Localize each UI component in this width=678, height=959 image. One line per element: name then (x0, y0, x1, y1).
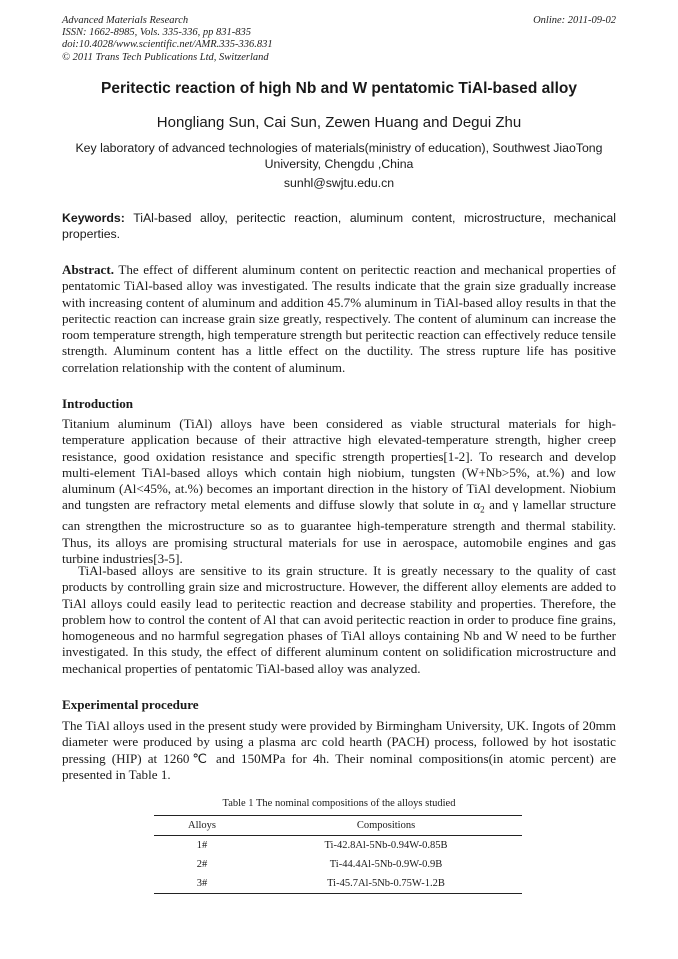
introduction-paragraph-2: TiAl-based alloys are sensitive to its grain structure. It is greatly necessary to the quality of cast products by controlling grain size and microstructure. However, the different alloy elements are added to TiAl alloys could easily lead to peritectic reaction and decrease stability and properties. Therefore, the problem how to control the content of Al that can avoid peritectic reaction in order to produce fine grains, homogeneous and no harmful segregation phases of TiAl alloys containing Nb and W need to be further investigated. In this study, the effect of different aluminum content on solidification microstructure and mechanical properties of pentatomic TiAl-based alloy was analyzed. (62, 563, 616, 676)
paper-title: Peritectic reaction of high Nb and W pentatomic TiAl-based alloy (101, 80, 577, 97)
online-date: Online: 2011-09-02 (533, 15, 616, 26)
abstract-text: The effect of different aluminum content on peritectic reaction and mechanical properties of pentatomic TiAl-based alloy was investigated. The results indicate that the grain size gradually increase with increasing content of aluminum and addition 45.7% aluminum in TiAl-based alloy results in that the peritectic reaction can increase grain size greatly, respectively. The content of aluminum can increase the room temperature strength, high temperature strength but peritectic reaction can effectively reduce tensile strength. Aluminum content has a little effect on the ductility. The stress rupture life has positive correlation relationship with the content of aluminum. (62, 262, 616, 375)
experimental-paragraph-1: The TiAl alloys used in the present study were provided by Birmingham University, UK. Ingots of 20mm diameter were produced by using a plasma arc cold hearth (PACH) process, followed by hot isostatic pressing (HIP) at 1260℃ and 150MPa for 4h. Their nominal compositions(in atomic percent) are presented in Table 1. (62, 718, 616, 782)
composition-cell: Ti-44.4Al-5Nb-0.9W-0.9B (329, 859, 443, 870)
intro-p1-text-a: Titanium aluminum (TiAl) alloys have been considered as viable structural materials for high-temperature application because of their attractive high elevated-temperature strength, higher creep resistance, good oxidation resistance and specific strength properties[1-2]. To research and develop multi-element TiAl-based alloys which contain high niobium, tungsten (W+Nb>5%, at.%) and low aluminum (Al<45%, at.%) becomes an important direction in the history of TiAl development. Niobium and tungsten are refractory metal elements and diffuse slowly that solute in α (62, 416, 616, 513)
alloy-cell: 1# (196, 840, 208, 851)
table-row (154, 874, 522, 894)
doi-line: doi:10.4028/www.scientific.net/AMR.335-336.831 (62, 39, 273, 51)
composition-table (154, 815, 522, 894)
keywords-text: TiAl-based alloy, peritectic reaction, aluminum content, microstructure, mechanical properties. (62, 211, 616, 241)
intro-p1-text-b: and γ lamellar structure can strengthen the microstructure so as to guarantee high-temperature strength and thermal stability. Thus, its alloys are promising structural materials for use in aerospace, automobile engines and gas turbine industries[3-5]. (62, 497, 616, 566)
keywords-label: Keywords: (62, 211, 125, 225)
header-alloys: Alloys (187, 820, 216, 831)
experimental-heading: Experimental procedure (62, 697, 199, 712)
journal-name: Advanced Materials Research (62, 15, 189, 26)
introduction-paragraph-1 (62, 416, 616, 567)
affiliation: Key laboratory of advanced technologies of materials(ministry of education), Southwest JiaoTong University, Chengdu ,China (75, 141, 603, 171)
alloy-cell: 3# (196, 878, 208, 889)
table-header-row (154, 816, 522, 836)
author-list: Hongliang Sun, Cai Sun, Zewen Huang and Degui Zhu (156, 114, 522, 131)
composition-cell: Ti-42.8Al-5Nb-0.94W-0.85B (324, 840, 448, 851)
table-row (154, 836, 522, 856)
alpha-subscript: 2 (480, 505, 485, 516)
copyright-line: © 2011 Trans Tech Publications Ltd, Switzerland (62, 51, 269, 63)
alloy-cell: 2# (196, 859, 208, 870)
author-email: sunhl@swjtu.edu.cn (283, 176, 395, 190)
journal-header (62, 15, 616, 64)
table-caption: Table 1 The nominal compositions of the alloys studied (222, 798, 456, 809)
composition-cell: Ti-45.7Al-5Nb-0.75W-1.2B (327, 878, 445, 889)
introduction-heading: Introduction (62, 396, 134, 411)
abstract-label: Abstract. (62, 262, 114, 277)
header-compositions: Compositions (356, 820, 416, 831)
keywords (62, 210, 616, 242)
issn-line: ISSN: 1662-8985, Vols. 335-336, pp 831-835 (62, 27, 251, 39)
table-row (154, 855, 522, 874)
abstract (62, 262, 616, 376)
